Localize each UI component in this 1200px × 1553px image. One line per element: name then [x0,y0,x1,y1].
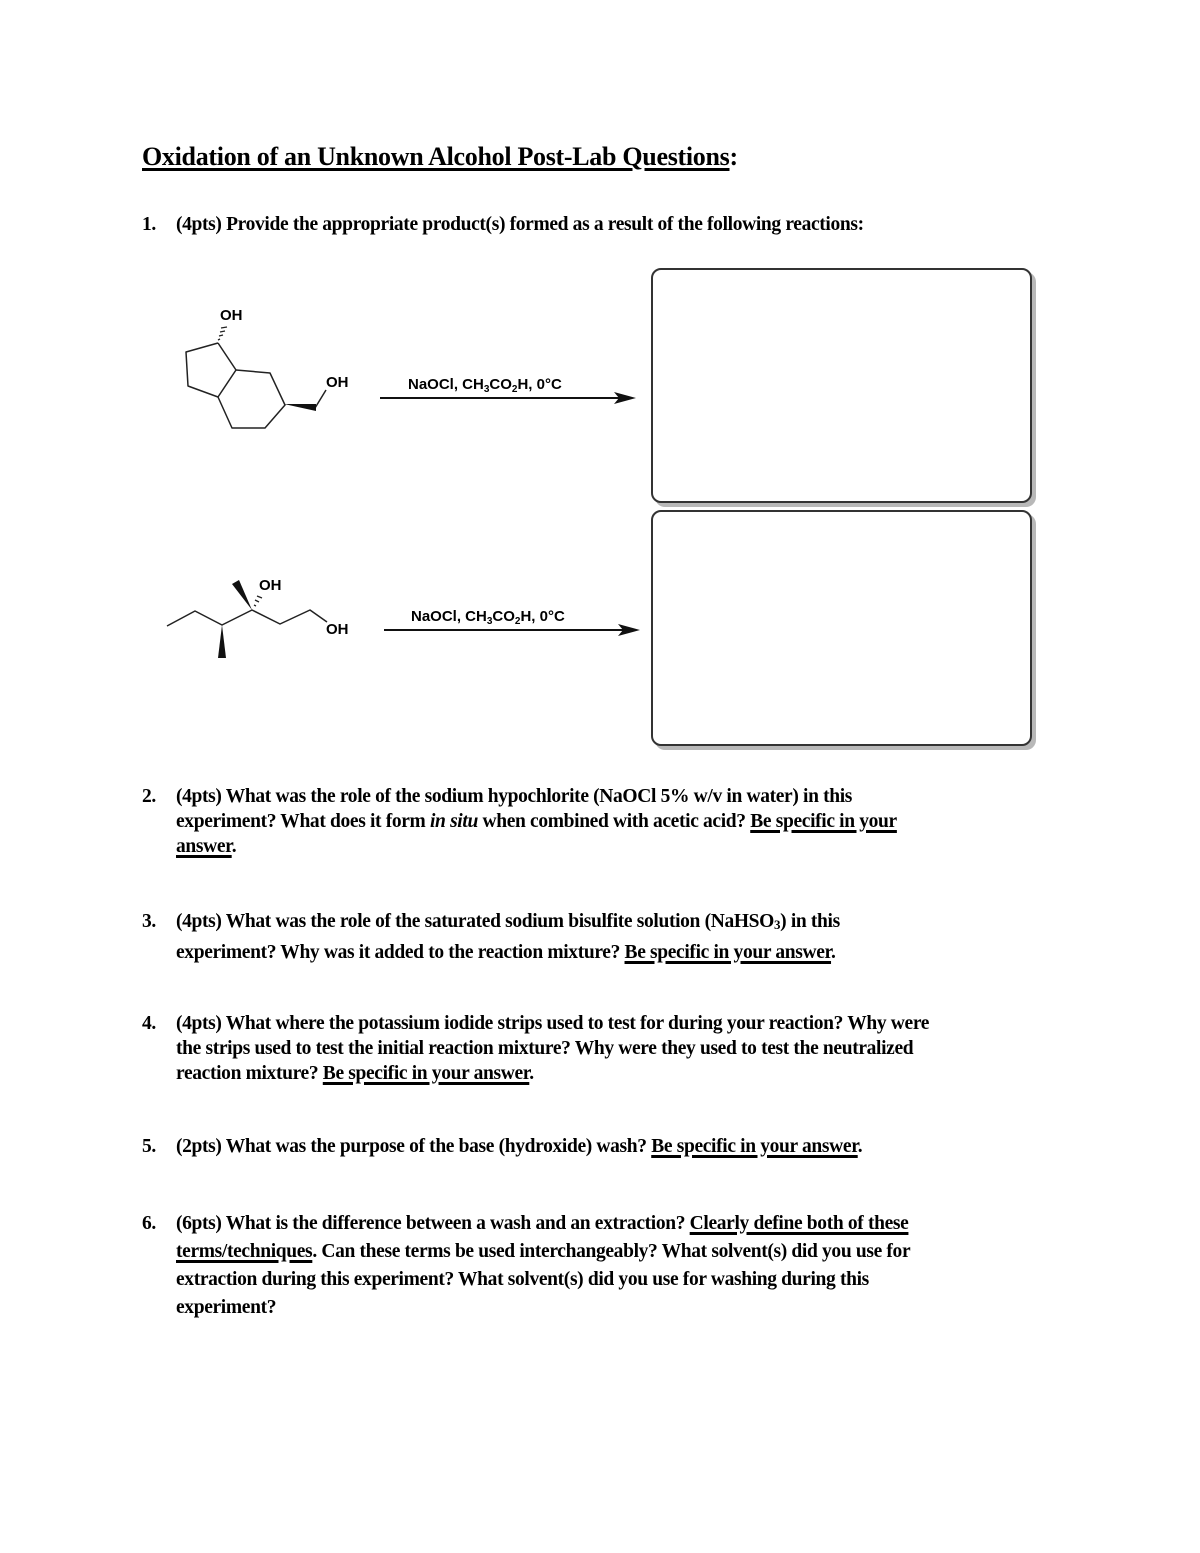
points: (4pts) [176,911,222,932]
question-4-line-2: the strips used to test the initial reaction mixture? Why were they used to test the neutralized [176,1038,914,1059]
answer-box-reaction-2[interactable] [651,510,1032,746]
emphasis-text: answer [176,836,232,857]
points: (6pts) [176,1213,222,1234]
reaction-conditions: NaOCl, $CH_3CO_2H$, 0°C [408,376,562,395]
question-6-line-2: terms/techniques. Can these terms be used interchangeably? What solvent(s) did you use for [176,1241,911,1262]
question-4 [142,1011,1062,1086]
wedge-bond [218,625,226,658]
oh-label: OH [326,621,349,638]
question-5 [142,1136,1062,1158]
question-3-line-2: experiment? Why was it added to the reaction mixture? Be specific in your answer. [176,942,836,963]
points: (4pts) [176,1013,222,1034]
oh-label: OH [326,374,349,391]
prompt: Provide the appropriate product(s) formed as a result of the following reactions: [226,214,864,235]
in-situ-term: in situ [429,811,478,832]
points: (4pts) [176,214,222,235]
oh-label: OH [220,307,243,324]
question-6 [142,1210,1062,1322]
emphasis-text: Be specific in your answer [651,1136,858,1157]
question-4-line-3: reaction mixture? Be specific in your answer. [176,1063,534,1084]
reaction-conditions: NaOCl, $CH_3CO_2H$, 0°C [411,608,565,627]
question-number: 3. [142,911,156,932]
reactant-1-structure [186,327,326,428]
emphasis-text: Be specific in your answer [624,942,832,963]
question-number: 1. [142,214,156,235]
question-4-line-1: (4pts) What where the potassium iodide strips used to test for during your reaction? Why were [176,1013,930,1034]
question-6-line-1: (6pts) What is the difference between a wash and an extraction? Clearly define both of these [176,1213,909,1234]
question-6-line-3: extraction during this experiment? What solvent(s) did you use for washing during this [176,1269,869,1290]
question-number: 6. [142,1213,156,1234]
page-title-text: Oxidation of an Unknown Alcohol Post-Lab Questions [142,142,730,171]
points: (2pts) [176,1136,222,1157]
wedge-bond [284,404,316,411]
question-number: 2. [142,786,156,807]
page-title-colon: : [729,142,738,171]
question-3 [142,908,1062,967]
question-2 [142,784,1062,859]
question-3-line-1: (4pts) What was the role of the saturated sodium bisulfite solution (NaHSO3) in this [176,911,840,932]
emphasis-text: Be specific in your answer [322,1063,530,1084]
answer-box-reaction-1[interactable] [651,268,1032,503]
question-6-line-4: experiment? [176,1297,277,1318]
question-2-line-2: experiment? What does it form in situ when combined with acetic acid? Be specific in your [176,811,897,832]
emphasis-text: Be specific in your [750,811,897,832]
question-number: 5. [142,1136,156,1157]
question-number: 4. [142,1013,156,1034]
points: (4pts) [176,786,222,807]
emphasis-text: Clearly define both of these [689,1213,909,1234]
wedge-bond [232,580,252,610]
emphasis-text: terms/techniques [176,1241,313,1262]
question-2-line-3: answer. [176,836,237,857]
oh-label: OH [259,577,282,594]
question-2-line-1: (4pts) What was the role of the sodium hypochlorite (NaOCl 5% w/v in water) in this [176,786,853,807]
question-5-line-1: (2pts) What was the purpose of the base (hydroxide) wash? Be specific in your answer. [176,1136,863,1157]
